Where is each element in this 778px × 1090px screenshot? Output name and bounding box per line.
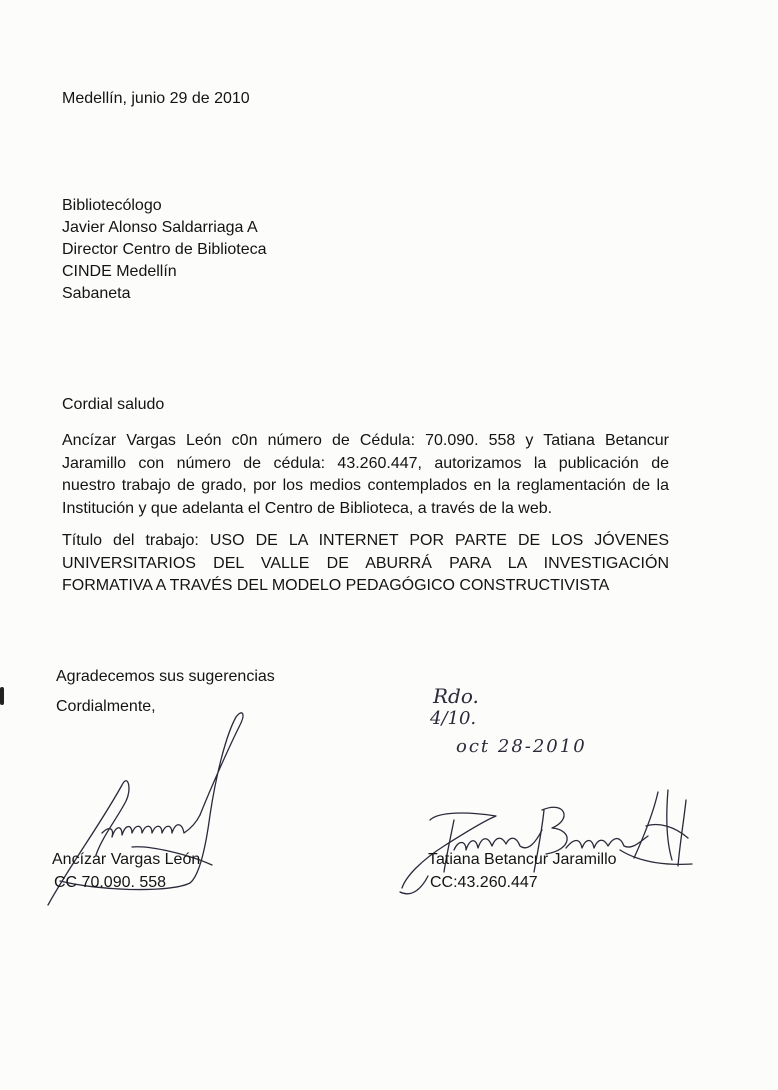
handwritten-note-line: Rdo. xyxy=(433,684,479,708)
paragraph-line: FORMATIVA A TRAVÉS DEL MODELO PEDAGÓGICO CONSTRUCTIVISTA xyxy=(62,577,610,594)
thanks-line: Agradecemos sus sugerencias xyxy=(56,668,275,685)
paragraph-line: Ancízar Vargas León c0n número de Cédula: 70.090. 558 y Tatiana Betancur xyxy=(62,432,669,449)
scan-edge-mark xyxy=(0,687,4,705)
closing-line: Cordialmente, xyxy=(56,698,156,715)
handwritten-note-date: oct 28-2010 xyxy=(456,736,587,757)
paragraph-line: Institución y que adelanta el Centro de Biblioteca, a través de la web. xyxy=(62,499,553,517)
right-signatory-id: CC:43.260.447 xyxy=(430,874,538,891)
handwritten-note-line: 4/10. xyxy=(430,708,477,729)
thesis-title-paragraph xyxy=(62,530,669,598)
paragraph-line: Título del trabajo: USO DE LA INTERNET POR PARTE DE LOS JÓVENES xyxy=(62,532,669,549)
left-signatory-name: Ancízar Vargas León xyxy=(52,851,201,868)
left-signatory-id: CC 70.090. 558 xyxy=(54,874,167,891)
date-line: Medellín, junio 29 de 2010 xyxy=(62,90,250,107)
paragraph-line: nuestro trabajo de grado, por los medios contemplados en la reglamentación de la xyxy=(62,477,669,494)
recipient-organization: CINDE Medellín xyxy=(62,263,177,280)
authorization-paragraph xyxy=(62,430,669,520)
paragraph-line: UNIVERSITARIOS DEL VALLE DE ABURRÁ PARA LA INVESTIGACIÓN xyxy=(62,554,669,572)
greeting: Cordial saludo xyxy=(62,396,165,413)
recipient-block xyxy=(62,195,267,305)
recipient-title: Bibliotecólogo xyxy=(62,197,162,214)
paragraph-line: Jaramillo con número de cédula: 43.260.447, autorizamos la publicación de xyxy=(62,454,669,472)
recipient-name: Javier Alonso Saldarriaga A xyxy=(62,219,258,236)
recipient-city: Sabaneta xyxy=(62,285,131,302)
recipient-position: Director Centro de Biblioteca xyxy=(62,241,267,258)
right-signatory-name: Tatiana Betancur Jaramillo xyxy=(428,851,617,868)
